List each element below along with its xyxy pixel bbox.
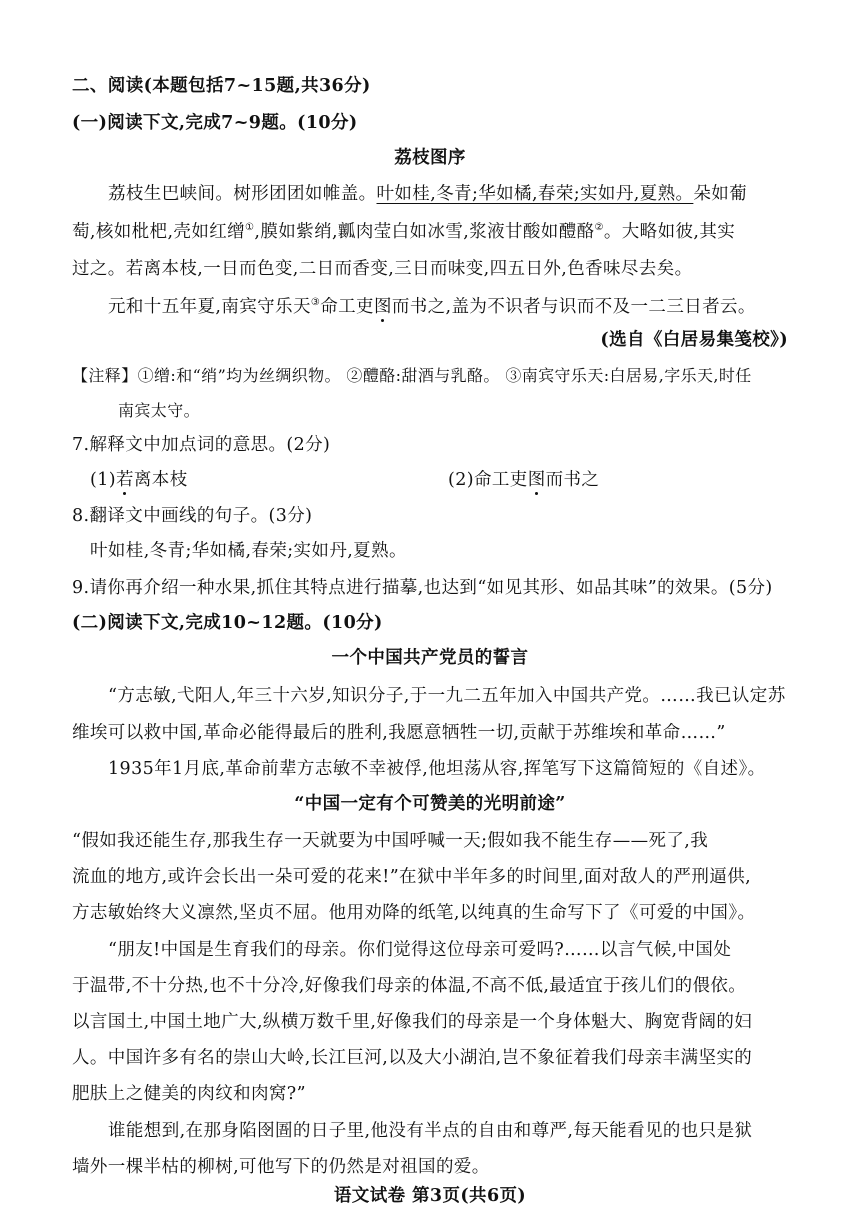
text: (2)命工吏 [448, 470, 528, 490]
passage-2-line-3: 1935年1月底,革命前辈方志敏不幸被俘,他坦荡从容,挥笔写下这篇简短的《自述》。 [108, 759, 766, 779]
passage-2-line-2: 维埃可以救中国,革命必能得最后的胜利,我愿意牺牲一切,贡献于苏维埃和革命……” [72, 723, 726, 743]
passage-2-title: 一个中国共产党员的誓言 [331, 648, 529, 668]
passage-2-subtitle: “中国一定有个可赞美的光明前途” [294, 794, 566, 814]
section-2-title: 二、阅读(本题包括7~15题,共36分) [72, 76, 371, 96]
passage-1-line-2 [72, 219, 735, 245]
passage-1-source: (选自《白居易集笺校》) [600, 330, 788, 350]
text: 荔枝生巴峡间。树形团团如帷盖。 [108, 184, 377, 204]
text: 元和十五年夏,南宾守乐天 [108, 297, 311, 317]
passage-2-line-6: 方志敏始终大义凛然,坚贞不屈。他用劝降的纸笔,以纯真的生命写下了《可爱的中国》。 [72, 903, 756, 923]
dotted-word: 图 [373, 297, 392, 317]
passage-2-line-9: 以言国土,中国土地广大,纵横万数千里,好像我们的母亲是一个身体魁大、胸宽背阔的妇 [72, 1012, 753, 1032]
text: 命工吏 [320, 297, 374, 317]
text: ,膜如紫绡,瓤肉莹白如冰雪,浆液甘酸如醴酪 [254, 222, 595, 242]
footnote-marker: ② [594, 222, 604, 234]
question-9: 9.请你再介绍一种水果,抓住其特点进行描摹,也达到“如见其形、如品其味”的效果。(5分) [72, 578, 773, 598]
annotation-line-1: 【注释】①缯:和“绡”均为丝绸织物。 ②醴酪:甜酒与乳酪。 ③南宾守乐天:白居易,字乐天,时任 [72, 366, 752, 385]
page-footer: 语文试卷 第3页(共6页) [333, 1186, 527, 1206]
text: 萄,核如枇杷,壳如红缯 [72, 222, 246, 242]
question-8: 8.翻译文中画线的句子。(3分) [72, 506, 313, 526]
text: 离本枝 [133, 470, 188, 490]
dotted-word: 图 [527, 470, 546, 490]
passage-1-line-1 [108, 181, 747, 207]
passage-1-line-3: 过之。若离本枝,一日而色变,二日而香变,三日而味变,四五日外,色香味尽去矣。 [72, 259, 693, 279]
dotted-word: 若 [116, 470, 134, 490]
passage-1-title: 荔枝图序 [394, 148, 466, 168]
passage-2-line-10: 人。中国许多有名的崇山大岭,长江巨河,以及大小湖泊,岂不象征着我们母亲丰满坚实的 [72, 1048, 753, 1068]
text: 。大略如彼,其实 [603, 222, 736, 242]
passage-2-line-7: “朋友!中国是生育我们的母亲。你们觉得这位母亲可爱吗?……以言气候,中国处 [108, 940, 732, 960]
passage-2-line-12: 谁能想到,在那身陷囹圄的日子里,他没有半点的自由和尊严,每天能看见的也只是狱 [108, 1121, 753, 1141]
question-7-item-2 [448, 467, 599, 493]
passage-2-line-4: “假如我还能生存,那我生存一天就要为中国呼喊一天;假如我不能生存——死了,我 [72, 831, 709, 851]
question-8-sentence: 叶如桂,冬青;华如橘,春荣;实如丹,夏熟。 [90, 541, 407, 561]
text: (1) [90, 470, 116, 490]
footnote-marker: ① [245, 222, 255, 234]
passage-2-line-5: 流血的地方,或许会长出一朵可爱的花来!”在狱中半年多的时间里,面对敌人的严刑逼供, [72, 867, 752, 887]
text: 而书之 [545, 470, 600, 490]
question-7: 7.解释文中加点词的意思。(2分) [72, 435, 331, 455]
underlined-sentence: 叶如桂,冬青;华如橘,春荣;实如丹,夏熟。 [376, 184, 694, 204]
footnote-marker: ③ [310, 297, 321, 309]
annotation-line-2: 南宾太守。 [118, 401, 201, 420]
passage-2-line-11: 肥肤上之健美的肉纹和肉窝?” [72, 1084, 306, 1104]
part-1-heading: (一)阅读下文,完成7~9题。(10分) [72, 113, 358, 133]
part-2-heading: (二)阅读下文,完成10~12题。(10分) [72, 613, 383, 633]
passage-2-line-1: “方志敏,弋阳人,年三十六岁,知识分子,于一九二五年加入中国共产党。……我已认定苏 [108, 686, 786, 706]
question-7-item-1 [90, 467, 188, 493]
passage-1-line-4 [108, 294, 756, 320]
passage-2-line-8: 于温带,不十分热,也不十分冷,好像我们母亲的体温,不高不低,最适宜于孩儿们的偎依。 [72, 976, 747, 996]
passage-2-line-13: 墙外一棵半枯的柳树,可他写下的仍然是对祖国的爱。 [72, 1157, 490, 1177]
text: 而书之,盖为不识者与识而不及一二三日者云。 [391, 297, 756, 317]
text: 朵如葡 [693, 184, 748, 204]
